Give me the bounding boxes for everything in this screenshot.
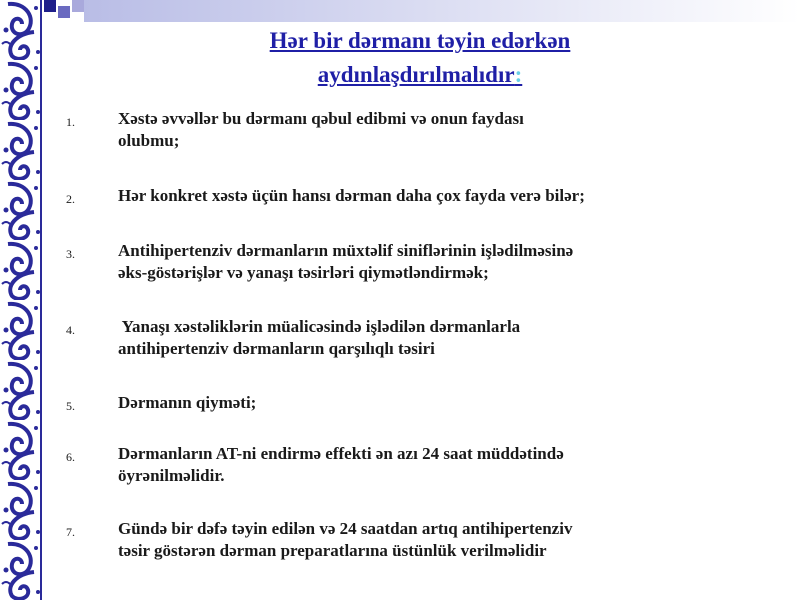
item-number: 4. xyxy=(66,323,75,337)
item-number: 7. xyxy=(66,525,75,539)
list-item xyxy=(66,443,786,487)
item-text-line-1: Xəstə əvvəllər bu dərmanı qəbul edibmi və onun faydası xyxy=(118,109,524,128)
title-colon: : xyxy=(514,62,523,87)
item-text-line-1: Gündə bir dəfə təyin edilən və 24 saatdan artıq antihipertenziv xyxy=(118,519,573,538)
title-line-1: Hər bir dərmanı təyin edərkən xyxy=(269,28,571,53)
item-number: 1. xyxy=(66,115,75,129)
item-text xyxy=(118,240,786,284)
item-text: Dərmanın qiyməti; xyxy=(118,393,257,412)
list-item xyxy=(66,316,786,360)
item-text-line-2: olubmu; xyxy=(118,131,180,150)
item-number: 3. xyxy=(66,247,75,261)
item-text-line-2: təsir göstərən dərman preparatlarına üstünlük verilməlidir xyxy=(118,541,547,560)
item-text-line-2: öyrənilməlidir. xyxy=(118,466,225,485)
list-item xyxy=(66,185,786,210)
item-text xyxy=(118,443,786,487)
paisley-border-icon xyxy=(0,0,42,600)
item-text-line-2: antihipertenziv dərmanların qarşılıqlı təsiri xyxy=(118,339,435,358)
item-text xyxy=(118,108,786,152)
list-item xyxy=(66,518,786,562)
list-item xyxy=(66,240,786,284)
slide-title xyxy=(120,24,720,92)
corner-squares xyxy=(44,0,86,22)
title-line-2 xyxy=(120,58,720,92)
item-text-line-2: əks-göstərişlər və yanaşı təsirləri qiymətləndirmək; xyxy=(118,263,489,282)
item-text-line-1: Dərmanların AT-ni endirmə effekti ən azı 24 saat müddətində xyxy=(118,444,564,463)
item-text-line-1: Antihipertenziv dərmanların müxtəlif siniflərinin işlədilməsinə xyxy=(118,241,574,260)
item-number: 2. xyxy=(66,192,75,206)
item-text: Hər konkret xəstə üçün hansı dərman daha çox fayda verə bilər; xyxy=(118,186,585,205)
item-text-line-1: Yanaşı xəstəliklərin müalicəsində işlədilən dərmanlarla xyxy=(118,317,521,336)
list-item xyxy=(66,392,786,417)
item-text xyxy=(118,518,786,562)
item-number: 6. xyxy=(66,450,75,464)
item-number: 5. xyxy=(66,399,75,413)
top-gradient-band xyxy=(84,0,800,22)
list-item xyxy=(66,108,786,152)
item-text xyxy=(118,316,786,360)
title-line-2-text: aydınlaşdırılmalıdır xyxy=(317,62,515,87)
